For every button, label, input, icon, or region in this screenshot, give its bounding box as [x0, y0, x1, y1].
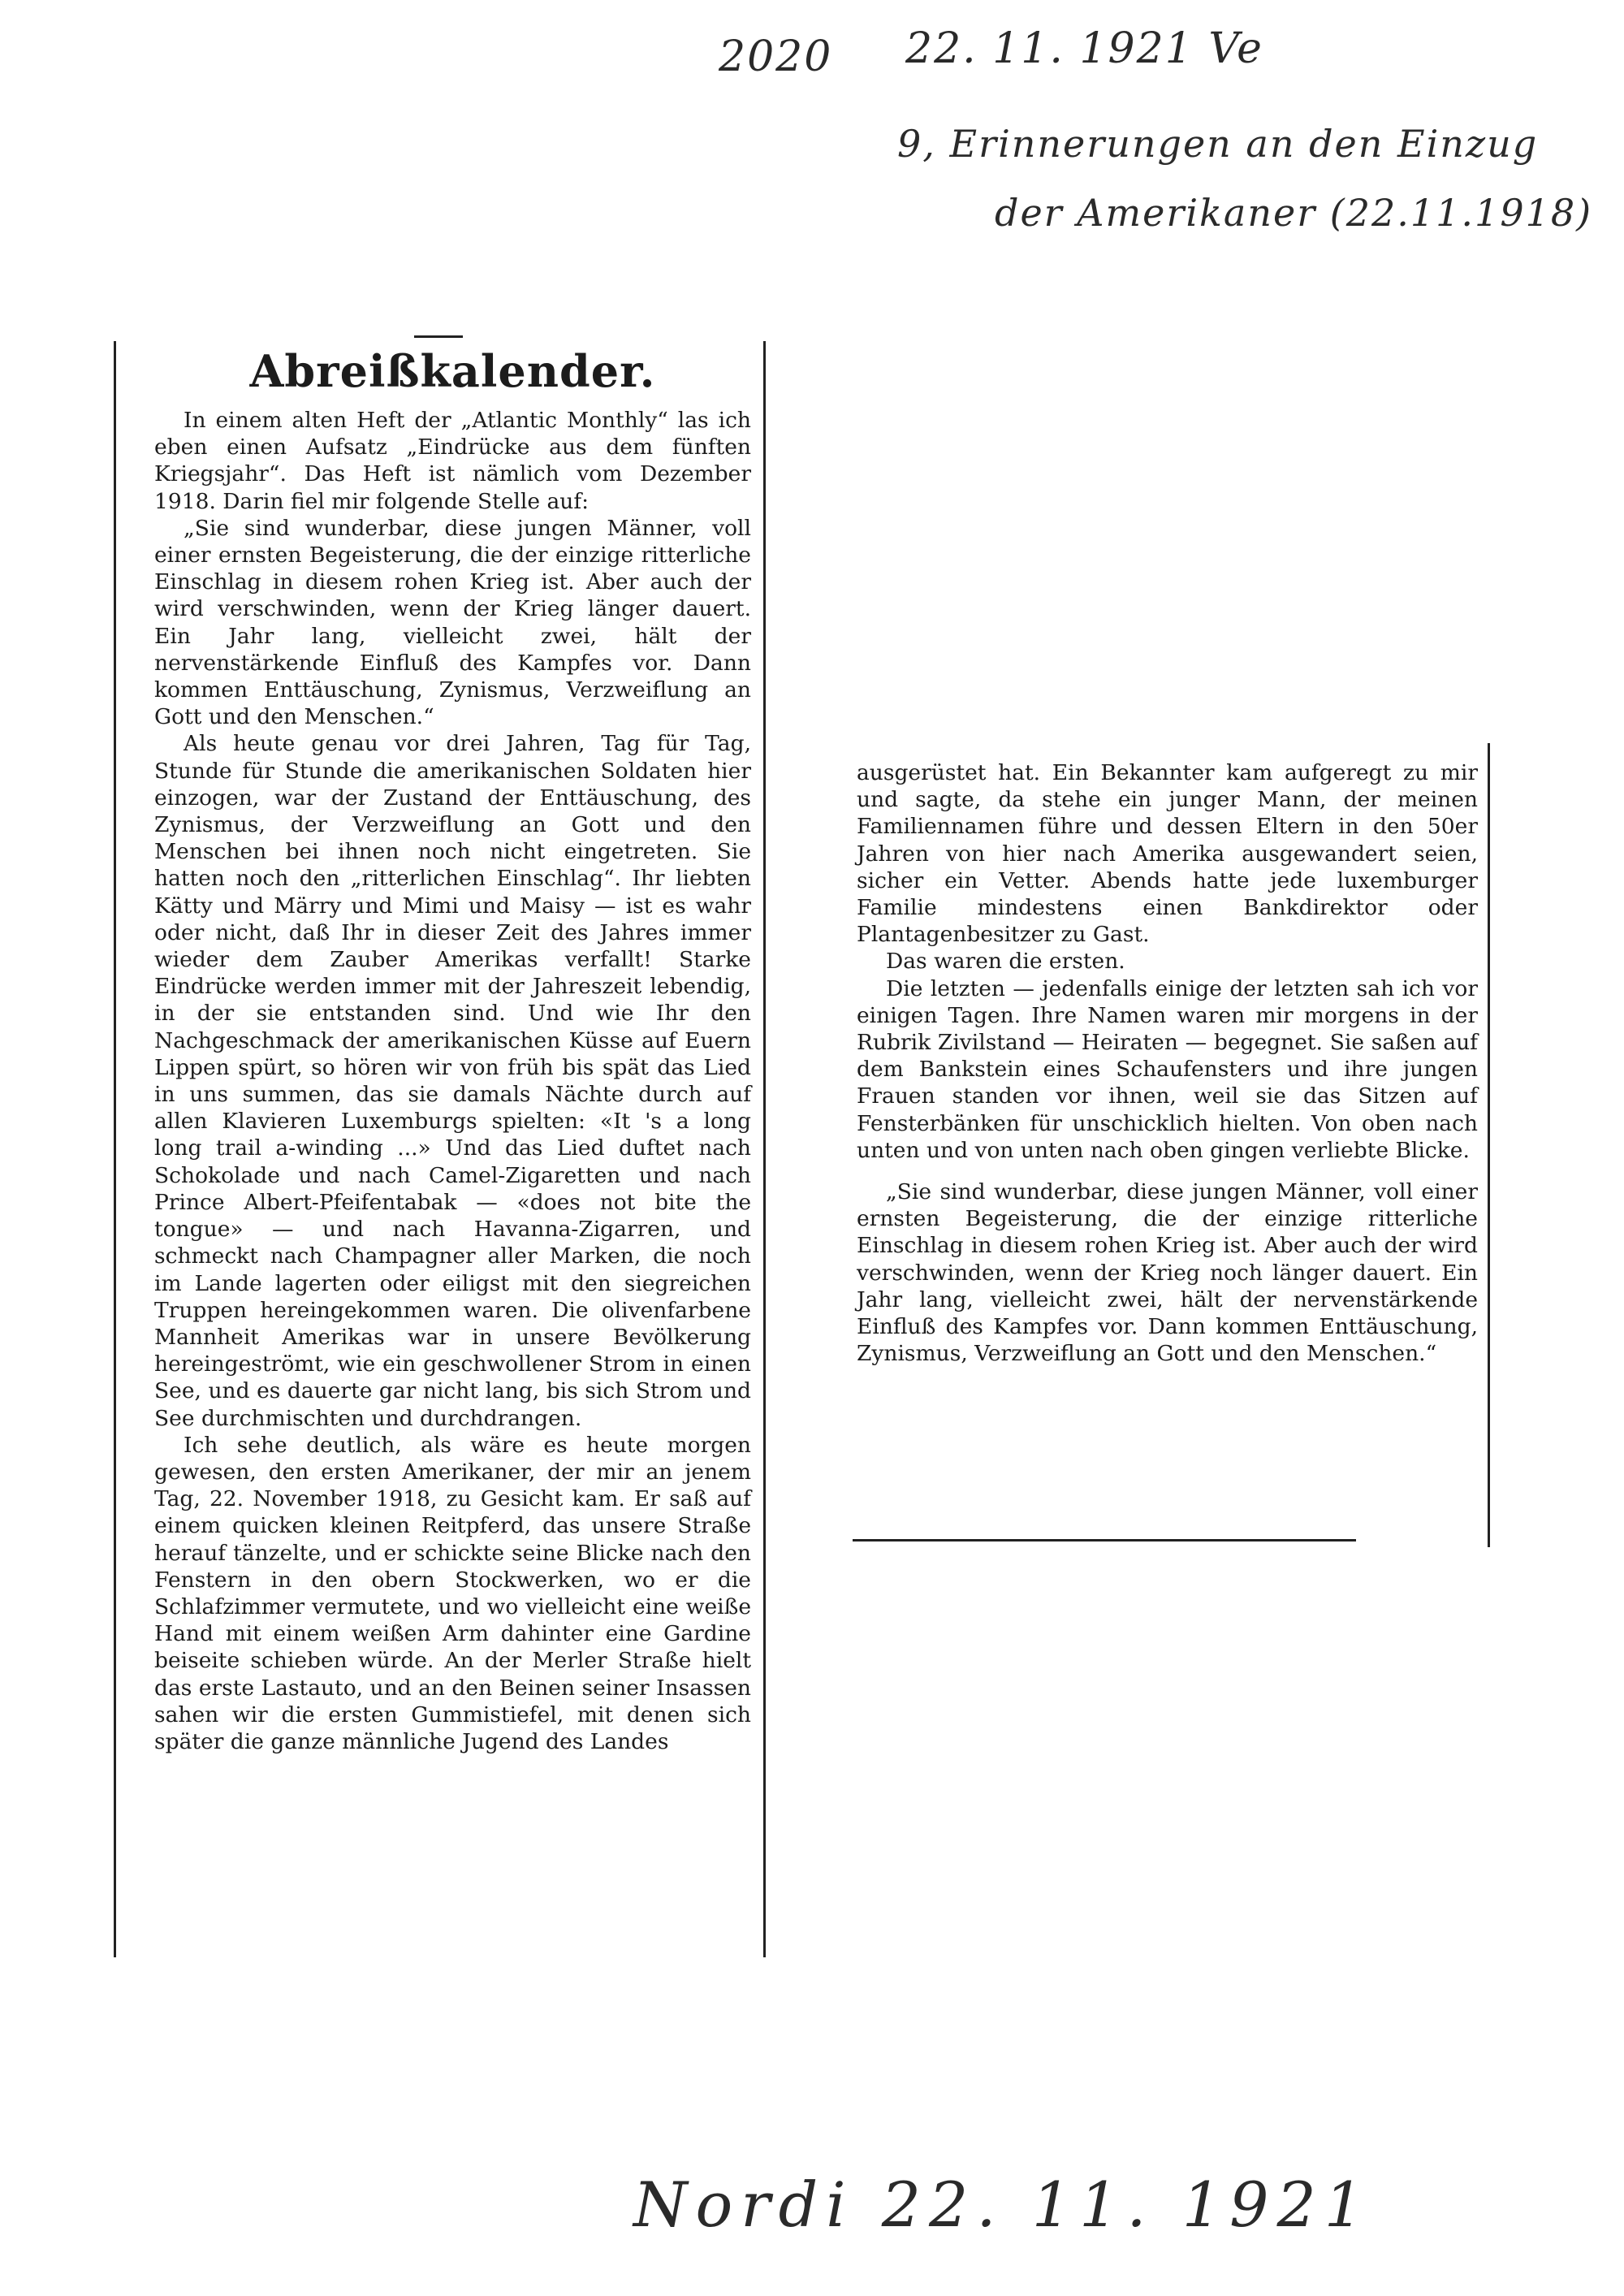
note-annotation-line1: 9, Erinnerungen an den Einzug — [897, 122, 1539, 166]
right-paragraph-3: Die letzten — jedenfalls einige der letzten sah ich vor einigen Tagen. Ihre Namen waren mir morgens in der Rubrik Zivilstand — Heiraten — begegnet. Sie saßen auf dem Bankstein eines Schaufensters und ihre jungen Frauen standen vor ihnen, weil sie das Sitzen auf Fensterbänken für unschicklich hielten. Von oben nach unten und von unten nach oben gingen verliebte Blicke. — [857, 975, 1478, 1163]
right-column — [857, 759, 1478, 1367]
left-paragraph-quote: „Sie sind wunderbar, diese jungen Männer, voll einer ernsten Begeisterung, die der einzige ritterliche Einschlag in diesem rohen Krieg ist. Aber auch der wird verschwinden, wenn der Krieg länger dauert. Ein Jahr lang, vielleicht zwei, hält der nervenstärkende Einfluß des Kampfes vor. Dann kommen Enttäuschung, Zynismus, Verzweiflung an Gott und den Menschen.“ — [154, 515, 751, 730]
article-title: Abreißkalender. — [249, 345, 656, 397]
left-column-inner-border — [763, 341, 766, 1957]
note-annotation-line2: der Amerikaner (22.11.1918) — [995, 191, 1593, 235]
left-column-border — [114, 341, 116, 1957]
archive-number-annotation: 2020 — [719, 32, 833, 81]
left-paragraph-3: Als heute genau vor drei Jahren, Tag für Tag, Stunde für Stunde die amerikanischen Soldaten hier einzogen, war der Zustand der Enttäuschung, des Zynismus, der Verzweiflung an Gott und den Menschen bei ihnen noch nicht eingetreten. Sie hatten noch den „ritterlichen Einschlag“. Ihr liebten Kätty und Märry und Mimi und Maisy — ist es wahr oder nicht, daß Ihr in dieser Zeit des Jahres immer wieder dem Zauber Amerikas verfallt! Starke Eindrücke werden immer mit der Jahreszeit lebendig, in der sie entstanden sind. Und wie Ihr den Nachgeschmack der amerikanischen Küsse auf Euern Lippen spürt, so hören wir von früh bis spät das Lied in uns summen, das sie damals Nächte durch auf allen Klavieren Luxemburgs spielten: «It 's a long long trail a-winding ...» Und das Lied duftet nach Schokolade und nach Camel-Zigaretten und nach Prince Albert-Pfeifentabak — «does not bite the tongue» — und nach Havanna-Zigarren, und schmeckt nach Champagner aller Marken, die noch im Lande lagerten oder eiligst mit den siegreichen Truppen hereingekommen waren. Die olivenfarbene Mannheit Amerikas war in unsere Bevölkerung hereingeströmt, wie ein geschwollener Strom in einen See, und es dauerte gar nicht lang, bis sich Strom und See durchmischten und durchdrangen. — [154, 731, 751, 1431]
date-annotation-bottom: Nordi 22. 11. 1921 — [633, 2168, 1372, 2241]
top-rule-left — [414, 335, 463, 338]
left-paragraph-1: In einem alten Heft der „Atlantic Monthly“ las ich eben einen Aufsatz „Eindrücke aus dem fünften Kriegsjahr“. Das Heft ist nämlich vom Dezember 1918. Darin fiel mir folgende Stelle auf: — [154, 408, 751, 514]
right-paragraph-quote: „Sie sind wunderbar, diese jungen Männer, voll einer ernsten Begeisterung, die der einzige ritterliche Einschlag in diesem rohen Krieg ist. Aber auch der wird verschwinden, wenn der Krieg noch länger dauert. Ein Jahr lang, vielleicht zwei, hält der nervenstärkende Einfluß des Kampfes vor. Dann kommen Enttäuschung, Zynismus, Verzweiflung an Gott und den Menschen.“ — [857, 1179, 1478, 1367]
left-paragraph-4: Ich sehe deutlich, als wäre es heute morgen gewesen, den ersten Amerikaner, der mir an jenem Tag, 22. November 1918, zu Gesicht kam. Er saß auf einem quicken kleinen Reitpferd, das unsere Straße herauf tänzelte, und er schickte seine Blicke nach den Fenstern in den obern Stockwerken, wo er die Schlafzimmer vermutete, und wo vielleicht eine weiße Hand mit einem weißen Arm dahinter eine Gardine beiseite schieben würde. An der Merler Straße hielt das erste Lastauto, und an den Beinen seiner Insassen sahen wir die ersten Gummistiefel, mit denen sich später die ganze männliche Jugend des Landes — [154, 1432, 751, 1754]
right-column-bottom-rule — [853, 1539, 1356, 1541]
date-annotation-top: 22. 11. 1921 Ve — [905, 24, 1263, 73]
right-paragraph-2: Das waren die ersten. — [886, 949, 1125, 975]
left-column — [154, 345, 751, 1755]
right-paragraph-1: ausgerüstet hat. Ein Bekannter kam aufgeregt zu mir und sagte, da stehe ein junger Mann, der meinen Familiennamen führe und dessen Eltern in den 50er Jahren von hier nach Amerika ausgewandert seien, sicher ein Vetter. Abends hatte jede luxemburger Familie mindestens einen Bankdirektor oder Plantagenbesitzer zu Gast. — [857, 760, 1478, 948]
right-column-border — [1488, 743, 1490, 1547]
